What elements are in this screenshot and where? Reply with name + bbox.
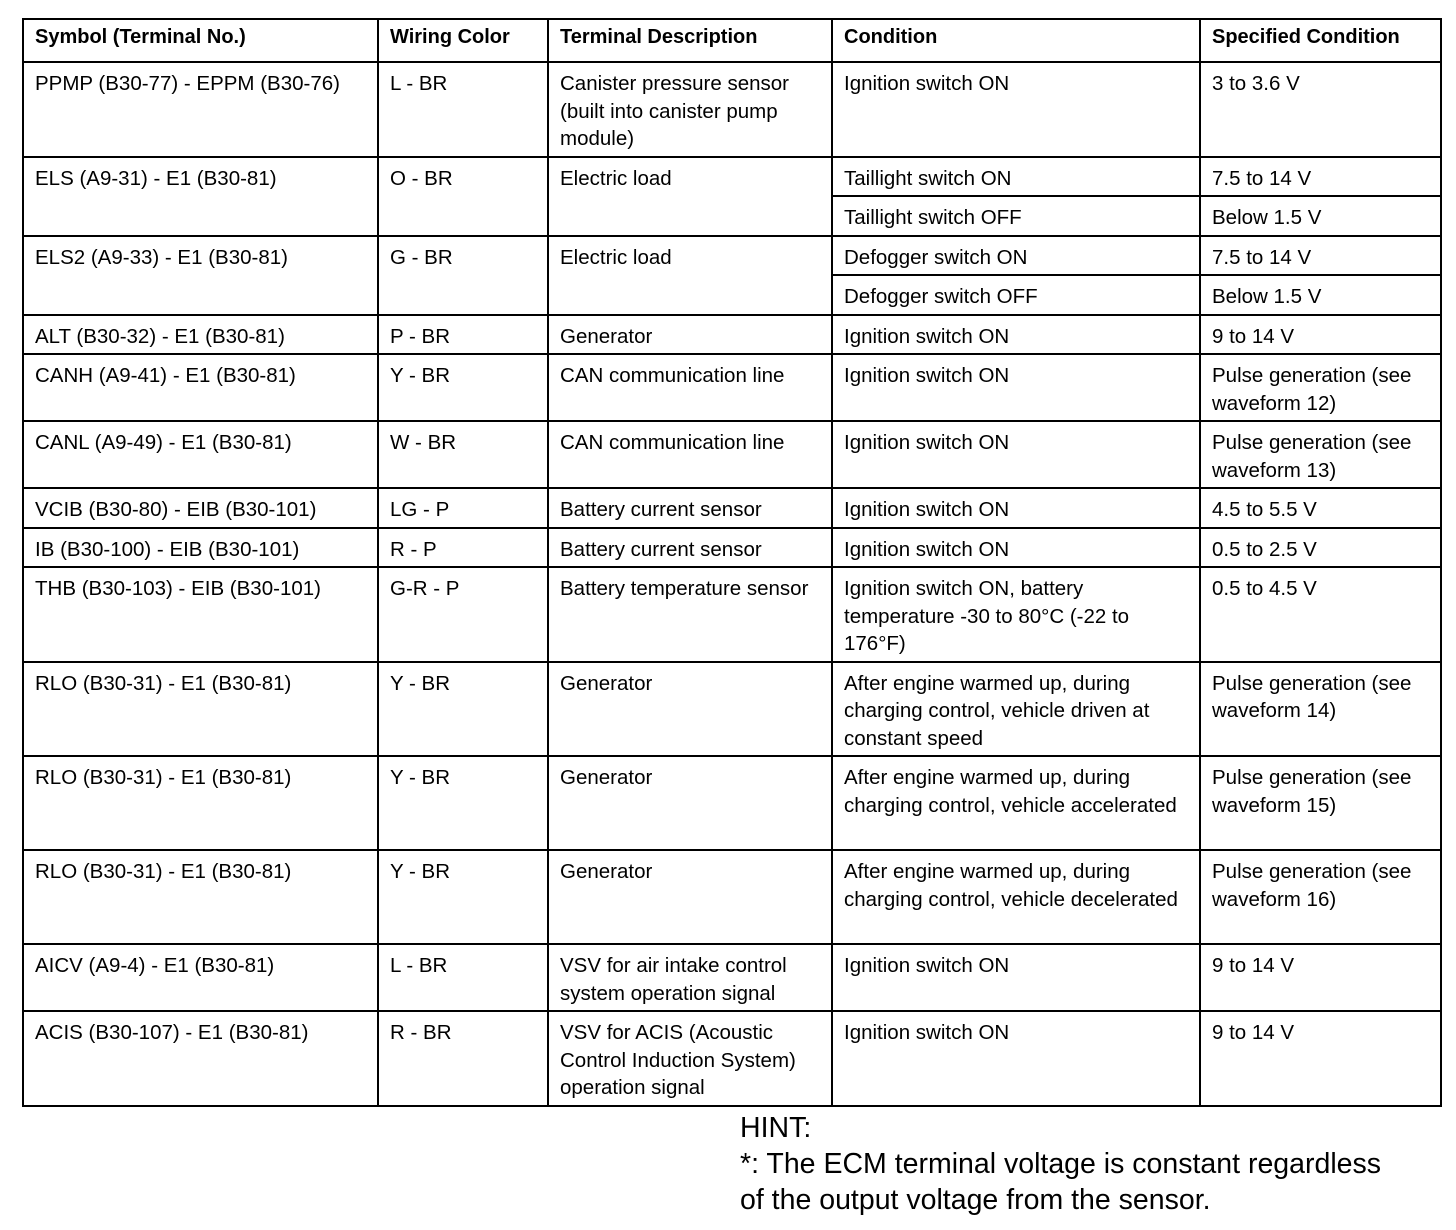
cell-terminal-description: Battery current sensor <box>548 488 832 528</box>
cell-specified-condition: 3 to 3.6 V <box>1200 62 1441 157</box>
table-body <box>23 62 1441 1106</box>
cell-specified-condition: 0.5 to 4.5 V <box>1200 567 1441 662</box>
cell-terminal-description: Generator <box>548 850 832 944</box>
header-specified-condition: Specified Condition <box>1200 19 1441 62</box>
cell-specified-condition: Below 1.5 V <box>1200 196 1441 236</box>
cell-condition: Ignition switch ON <box>832 315 1200 355</box>
cell-symbol: RLO (B30-31) - E1 (B30-81) <box>23 756 378 850</box>
cell-specified-condition: Pulse generation (see waveform 14) <box>1200 662 1441 757</box>
cell-condition: Defogger switch OFF <box>832 275 1200 315</box>
hint-note <box>740 1110 1381 1218</box>
cell-terminal-description: Canister pressure sensor (built into canister pump module) <box>548 62 832 157</box>
table-row <box>23 354 1441 421</box>
cell-wiring-color: G-R - P <box>378 567 548 662</box>
cell-terminal-description: Generator <box>548 315 832 355</box>
cell-condition: Taillight switch ON <box>832 157 1200 197</box>
cell-symbol: CANH (A9-41) - E1 (B30-81) <box>23 354 378 421</box>
table-row <box>23 944 1441 1011</box>
cell-terminal-description: VSV for ACIS (Acoustic Control Induction System) operation signal <box>548 1011 832 1106</box>
cell-symbol: ELS (A9-31) - E1 (B30-81) <box>23 157 378 236</box>
table-row <box>23 1011 1441 1106</box>
cell-specified-condition: 0.5 to 2.5 V <box>1200 528 1441 568</box>
cell-condition: Ignition switch ON, battery temperature -30 to 80°C (-22 to 176°F) <box>832 567 1200 662</box>
cell-specified-condition: 7.5 to 14 V <box>1200 236 1441 276</box>
cell-terminal-description: Electric load <box>548 236 832 315</box>
table-row <box>23 157 1441 197</box>
cell-symbol: CANL (A9-49) - E1 (B30-81) <box>23 421 378 488</box>
cell-wiring-color: L - BR <box>378 944 548 1011</box>
cell-wiring-color: W - BR <box>378 421 548 488</box>
cell-specified-condition: 9 to 14 V <box>1200 1011 1441 1106</box>
cell-specified-condition: Pulse generation (see waveform 13) <box>1200 421 1441 488</box>
table-row <box>23 567 1441 662</box>
cell-specified-condition: Pulse generation (see waveform 12) <box>1200 354 1441 421</box>
hint-line-1: *: The ECM terminal voltage is constant regardless <box>740 1148 1382 1180</box>
cell-symbol: THB (B30-103) - EIB (B30-101) <box>23 567 378 662</box>
cell-specified-condition: 4.5 to 5.5 V <box>1200 488 1441 528</box>
cell-specified-condition: Pulse generation (see waveform 15) <box>1200 756 1441 850</box>
cell-wiring-color: Y - BR <box>378 756 548 850</box>
cell-condition: Ignition switch ON <box>832 354 1200 421</box>
hint-title: HINT: <box>740 1112 812 1144</box>
table-row <box>23 315 1441 355</box>
cell-symbol: RLO (B30-31) - E1 (B30-81) <box>23 850 378 944</box>
cell-specified-condition: Below 1.5 V <box>1200 275 1441 315</box>
cell-condition: After engine warmed up, during charging control, vehicle decelerated <box>832 850 1200 944</box>
hint-line-2: of the output voltage from the sensor. <box>740 1184 1211 1216</box>
cell-condition: Ignition switch ON <box>832 944 1200 1011</box>
header-terminal-description: Terminal Description <box>548 19 832 62</box>
header-condition: Condition <box>832 19 1200 62</box>
cell-terminal-description: CAN communication line <box>548 354 832 421</box>
cell-terminal-description: Generator <box>548 756 832 850</box>
cell-condition: Ignition switch ON <box>832 528 1200 568</box>
cell-wiring-color: L - BR <box>378 62 548 157</box>
table-row <box>23 528 1441 568</box>
table-header-row <box>23 19 1441 62</box>
cell-condition: After engine warmed up, during charging control, vehicle accelerated <box>832 756 1200 850</box>
cell-symbol: PPMP (B30-77) - EPPM (B30-76) <box>23 62 378 157</box>
cell-wiring-color: R - BR <box>378 1011 548 1106</box>
cell-symbol: RLO (B30-31) - E1 (B30-81) <box>23 662 378 757</box>
cell-condition: After engine warmed up, during charging control, vehicle driven at constant speed <box>832 662 1200 757</box>
cell-condition: Ignition switch ON <box>832 421 1200 488</box>
table-row <box>23 850 1441 944</box>
cell-wiring-color: G - BR <box>378 236 548 315</box>
cell-specified-condition: 9 to 14 V <box>1200 944 1441 1011</box>
table-row <box>23 488 1441 528</box>
cell-condition: Taillight switch OFF <box>832 196 1200 236</box>
cell-terminal-description: Battery temperature sensor <box>548 567 832 662</box>
cell-terminal-description: Electric load <box>548 157 832 236</box>
cell-symbol: IB (B30-100) - EIB (B30-101) <box>23 528 378 568</box>
cell-terminal-description: VSV for air intake control system operation signal <box>548 944 832 1011</box>
cell-wiring-color: Y - BR <box>378 662 548 757</box>
table-row <box>23 421 1441 488</box>
cell-condition: Ignition switch ON <box>832 62 1200 157</box>
cell-specified-condition: Pulse generation (see waveform 16) <box>1200 850 1441 944</box>
cell-terminal-description: Battery current sensor <box>548 528 832 568</box>
cell-wiring-color: Y - BR <box>378 850 548 944</box>
cell-condition: Ignition switch ON <box>832 488 1200 528</box>
cell-symbol: ELS2 (A9-33) - E1 (B30-81) <box>23 236 378 315</box>
table-row <box>23 756 1441 850</box>
header-symbol: Symbol (Terminal No.) <box>23 19 378 62</box>
cell-condition: Ignition switch ON <box>832 1011 1200 1106</box>
terminal-spec-table <box>22 18 1442 1107</box>
cell-specified-condition: 7.5 to 14 V <box>1200 157 1441 197</box>
header-wiring-color: Wiring Color <box>378 19 548 62</box>
cell-specified-condition: 9 to 14 V <box>1200 315 1441 355</box>
table-row <box>23 662 1441 757</box>
cell-wiring-color: Y - BR <box>378 354 548 421</box>
cell-condition: Defogger switch ON <box>832 236 1200 276</box>
cell-wiring-color: O - BR <box>378 157 548 236</box>
cell-wiring-color: LG - P <box>378 488 548 528</box>
table-row <box>23 62 1441 157</box>
cell-terminal-description: CAN communication line <box>548 421 832 488</box>
cell-symbol: ALT (B30-32) - E1 (B30-81) <box>23 315 378 355</box>
cell-wiring-color: P - BR <box>378 315 548 355</box>
cell-terminal-description: Generator <box>548 662 832 757</box>
cell-symbol: ACIS (B30-107) - E1 (B30-81) <box>23 1011 378 1106</box>
cell-wiring-color: R - P <box>378 528 548 568</box>
cell-symbol: VCIB (B30-80) - EIB (B30-101) <box>23 488 378 528</box>
cell-symbol: AICV (A9-4) - E1 (B30-81) <box>23 944 378 1011</box>
table-row <box>23 236 1441 276</box>
